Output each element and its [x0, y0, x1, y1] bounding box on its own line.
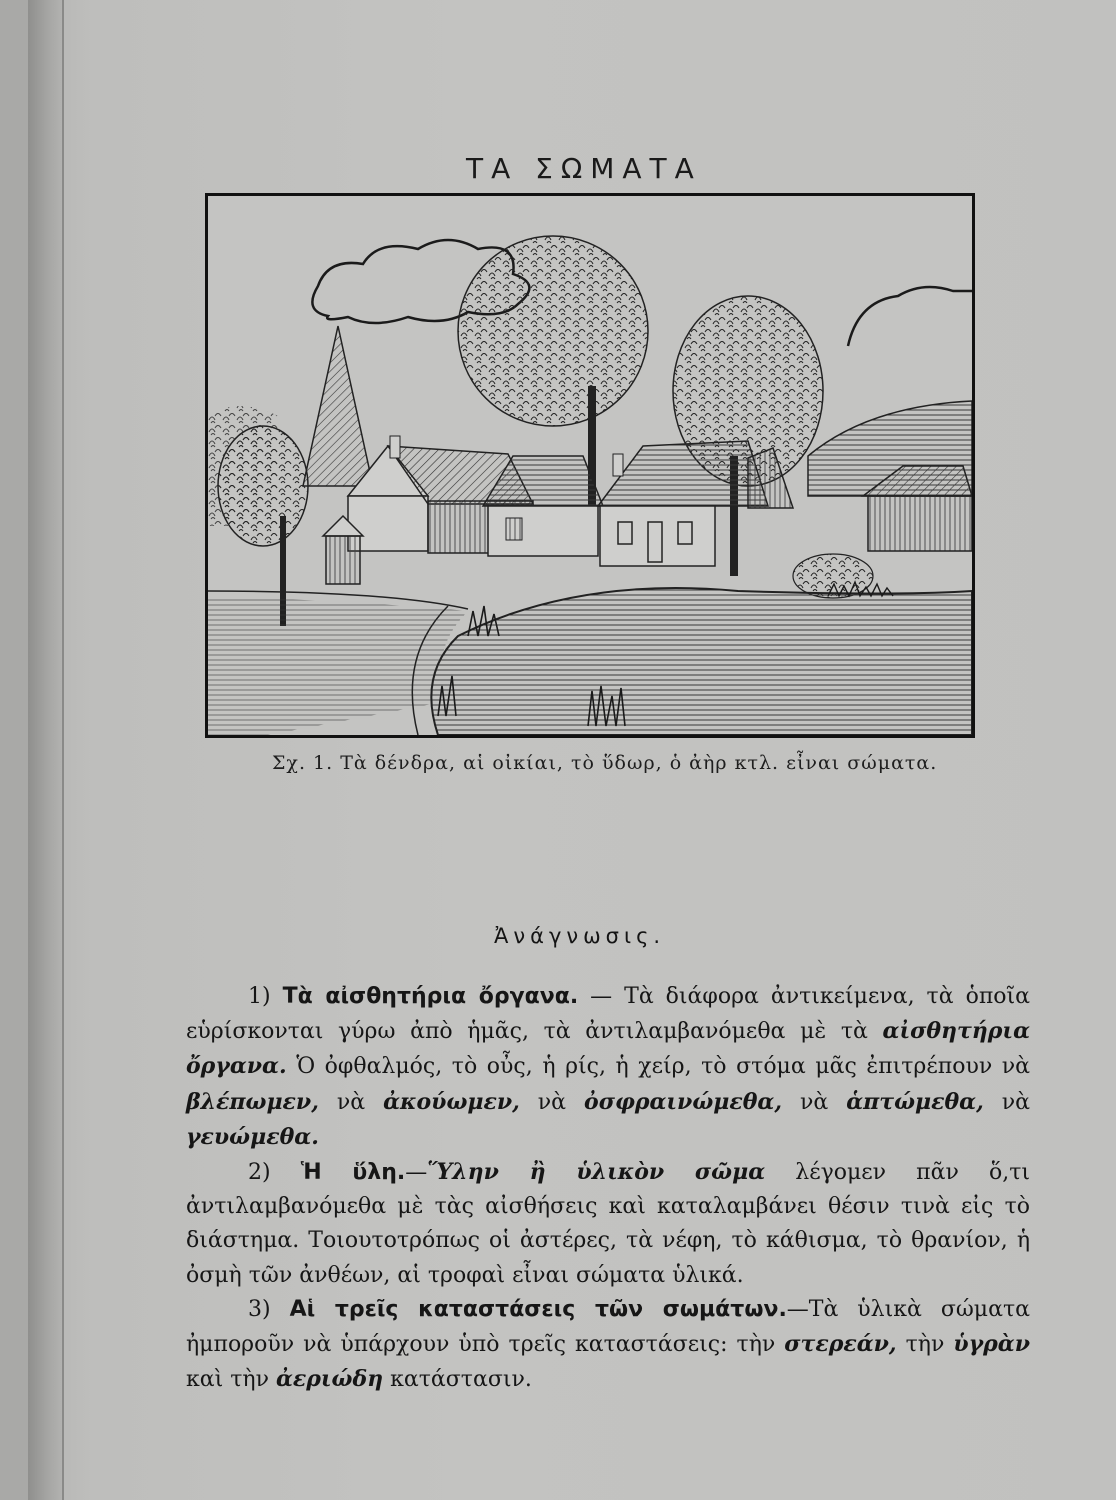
paragraph-number: 1) [248, 984, 271, 1009]
spine-edge [62, 0, 64, 1500]
text-run: κατάστασιν. [383, 1367, 532, 1393]
emphasis: ἀκούωμεν, [383, 1088, 520, 1115]
emphasis: ὀσφραινώμεθα, [584, 1088, 783, 1115]
text-run: —Τὰ ὑλικὰ σώματα ἠμποροῦν νὰ ὑπάρχουν ὑπὸ τρεῖς καταστάσεις: τὴν [186, 1296, 1030, 1358]
emphasis: Ὕλην ἢ ὑλικὸν σῶμα [427, 1159, 766, 1186]
emphasis: βλέπωμεν, [186, 1088, 319, 1115]
text-run: λέγομεν πᾶν ὅ,τι ἀντιλαμβανόμεθα μὲ τὰς αἰσθήσεις καὶ καταλαμβάνει θέσιν τινὰ εἰς τὸ διάστημα. Τοιουτοτρόπως οἱ ἀστέρες, τὰ νέφη, τὸ κάθισμα, τὸ θρανίον, ἡ ὀσμὴ τῶν ἀνθέων, αἱ τροφαὶ εἶναι σώματα ὑλικά. [186, 1160, 1031, 1288]
text-run: νὰ [782, 1089, 847, 1115]
village-landscape-drawing [208, 196, 972, 735]
house-center [598, 441, 793, 566]
emphasis: ἁπτώμεθα, [846, 1088, 984, 1115]
text-run: νὰ [318, 1089, 384, 1115]
cloud-right [848, 287, 972, 346]
body-text [186, 980, 1030, 1397]
tree-tall-center [458, 236, 648, 426]
paragraph-1 [186, 980, 1030, 1155]
emphasis: γευώμεθα. [186, 1123, 319, 1150]
emphasis: στερεάν, [784, 1331, 897, 1358]
pine-tree [303, 326, 373, 486]
emphasis: ὑγρὰν [953, 1331, 1030, 1358]
tree-left [218, 426, 308, 546]
emphasis: ἀεριώδη [275, 1366, 384, 1393]
paragraph-number: 2) [248, 1160, 271, 1186]
paragraph-number: 3) [248, 1296, 271, 1322]
book-spine [28, 0, 62, 1500]
section-title: Ἀνάγνωσις. [494, 924, 666, 948]
text-run: τὴν [896, 1332, 954, 1358]
paragraph-heading: Αἱ τρεῖς καταστάσεις τῶν σωμάτων. [289, 1296, 787, 1322]
paragraph-heading: Ἡ ὕλη. [300, 1160, 406, 1186]
bush-right [793, 554, 873, 598]
text-run: — [405, 1160, 428, 1186]
emphasis: αἰσθητήρια ὄργανα. [186, 1018, 1030, 1080]
paragraph-heading: Τὰ αἰσθητήρια ὄργανα. [282, 984, 579, 1009]
road [208, 596, 468, 735]
pond [431, 588, 972, 735]
figure-illustration [205, 193, 975, 738]
text-run: νὰ [983, 1089, 1031, 1115]
paragraph-2 [186, 1155, 1030, 1293]
page-header: ΤΑ ΣΩΜΑΤΑ [466, 152, 702, 185]
text-run: καὶ τὴν [186, 1367, 276, 1393]
text-run: Ὁ ὀφθαλμός, τὸ οὖς, ἡ ρίς, ἡ χείρ, τὸ στόμα μᾶς ἐπιτρέπουν νὰ [286, 1054, 1030, 1080]
text-run: — Τὰ διάφορα ἀντικείμενα, τὰ ὁποῖα εὑρίσκονται γύρω ἀπὸ ἡμᾶς, τὰ ἀντιλαμβανόμεθα μὲ τὰ [186, 984, 1031, 1045]
paragraph-3 [186, 1293, 1030, 1398]
figure-caption: Σχ. 1. Τὰ δένδρα, αἱ οἰκίαι, τὸ ὕδωρ, ὁ ἀὴρ κτλ. εἶναι σώματα. [272, 752, 938, 774]
text-run: νὰ [519, 1089, 585, 1115]
